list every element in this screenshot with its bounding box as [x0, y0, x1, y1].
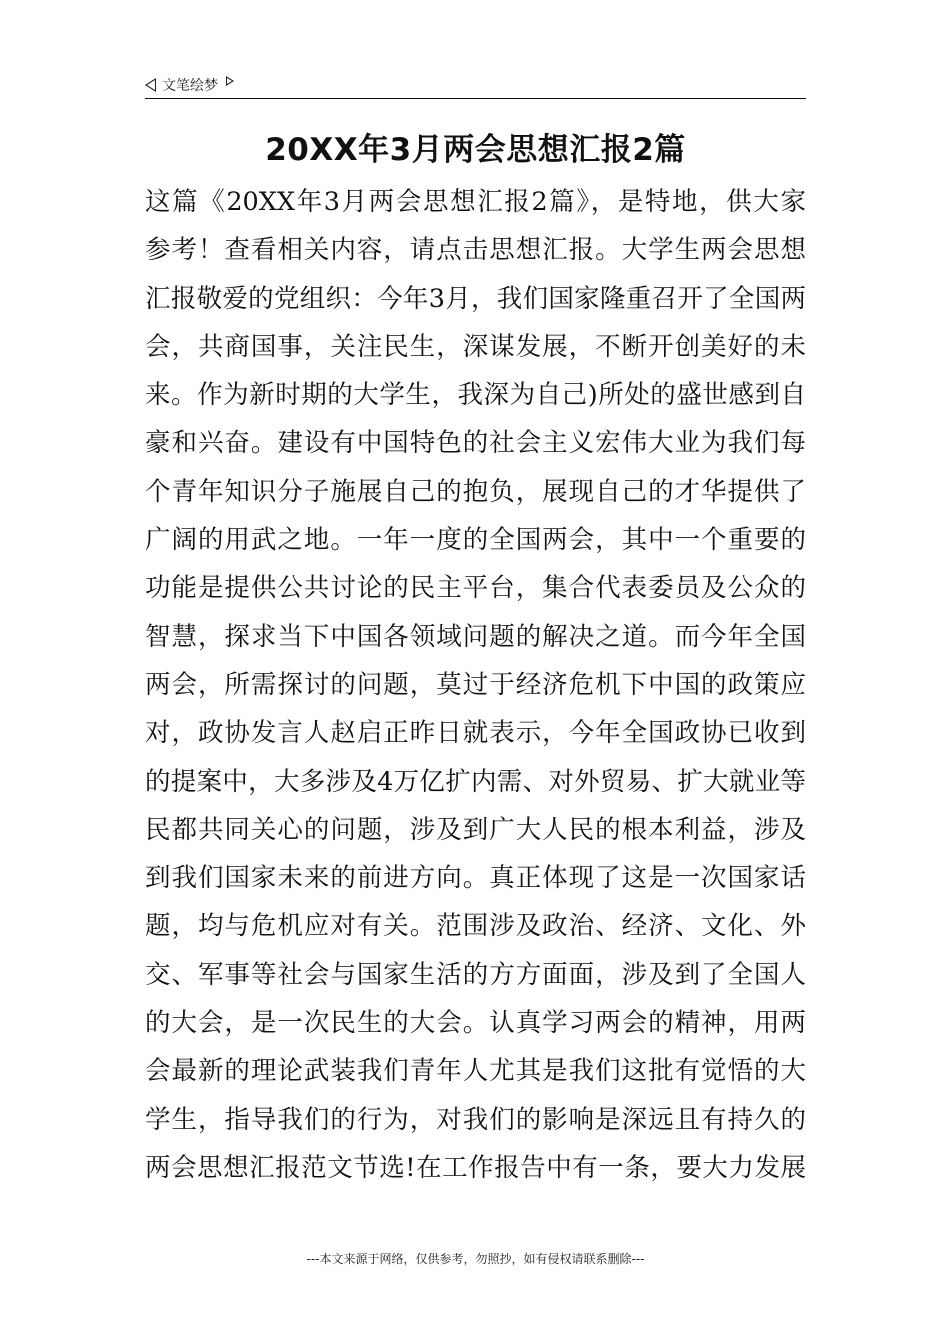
body-line: 交、军事等社会与国家生活的方方面面，涉及到了全国人: [145, 959, 806, 990]
header-divider: [145, 98, 806, 99]
body-line: 学生，指导我们的行为，对我们的影响是深远且有持久的: [145, 1104, 806, 1135]
body-line: 两会思想汇报范文节选!在工作报告中有一条，要大力发展: [145, 1152, 806, 1183]
body-line: 智慧，探求当下中国各领域问题的解决之道。而今年全国: [145, 621, 806, 652]
body-line: 这篇《20XX年3月两会思想汇报2篇》，是特地，供大家: [145, 187, 806, 217]
body-line: 会，共商国事，关注民生，深谋发展，不断开创美好的未: [145, 331, 806, 362]
body-line: 来。作为新时期的大学生，我深为自己)所处的盛世感到自: [145, 380, 806, 411]
body-line: 到我们国家未来的前进方向。真正体现了这是一次国家话: [145, 863, 806, 894]
header-brand: 文笔绘梦: [162, 78, 218, 94]
body-line: 民都共同关心的问题，涉及到广大人民的根本利益，涉及: [145, 814, 806, 845]
triangle-left-icon: [145, 78, 156, 92]
body-line: 汇报敬爱的党组织：今年3月，我们国家隆重召开了全国两: [145, 283, 806, 314]
triangle-right-icon: [226, 76, 234, 86]
footer-notice: ---本文来源于网络，仅供参考，勿照抄，如有侵权请联系删除---: [306, 1252, 645, 1266]
page-header: [145, 74, 234, 96]
document-title: 20XX年3月两会思想汇报2篇: [265, 132, 686, 168]
body-line: 会最新的理论武装我们青年人尤其是我们这批有觉悟的大: [145, 1056, 806, 1087]
body-line: 广阔的用武之地。一年一度的全国两会，其中一个重要的: [145, 525, 806, 556]
body-line: 参考！查看相关内容，请点击思想汇报。大学生两会思想: [145, 235, 806, 266]
body-line: 的提案中，大多涉及4万亿扩内需、对外贸易、扩大就业等: [145, 766, 806, 797]
body-line: 个青年知识分子施展自己的抱负，展现自己的才华提供了: [145, 476, 806, 507]
body-line: 的大会，是一次民生的大会。认真学习两会的精神，用两: [145, 1008, 806, 1039]
body-line: 两会，所需探讨的问题，莫过于经济危机下中国的政策应: [145, 669, 806, 700]
body-line: 题，均与危机应对有关。范围涉及政治、经济、文化、外: [145, 911, 806, 942]
body-line: 豪和兴奋。建设有中国特色的社会主义宏伟大业为我们每: [145, 428, 806, 459]
body-line: 功能是提供公共讨论的民主平台，集合代表委员及公众的: [145, 573, 806, 604]
document-body: [145, 180, 806, 1194]
body-line: 对，政协发言人赵启正昨日就表示，今年全国政协已收到: [145, 718, 806, 749]
